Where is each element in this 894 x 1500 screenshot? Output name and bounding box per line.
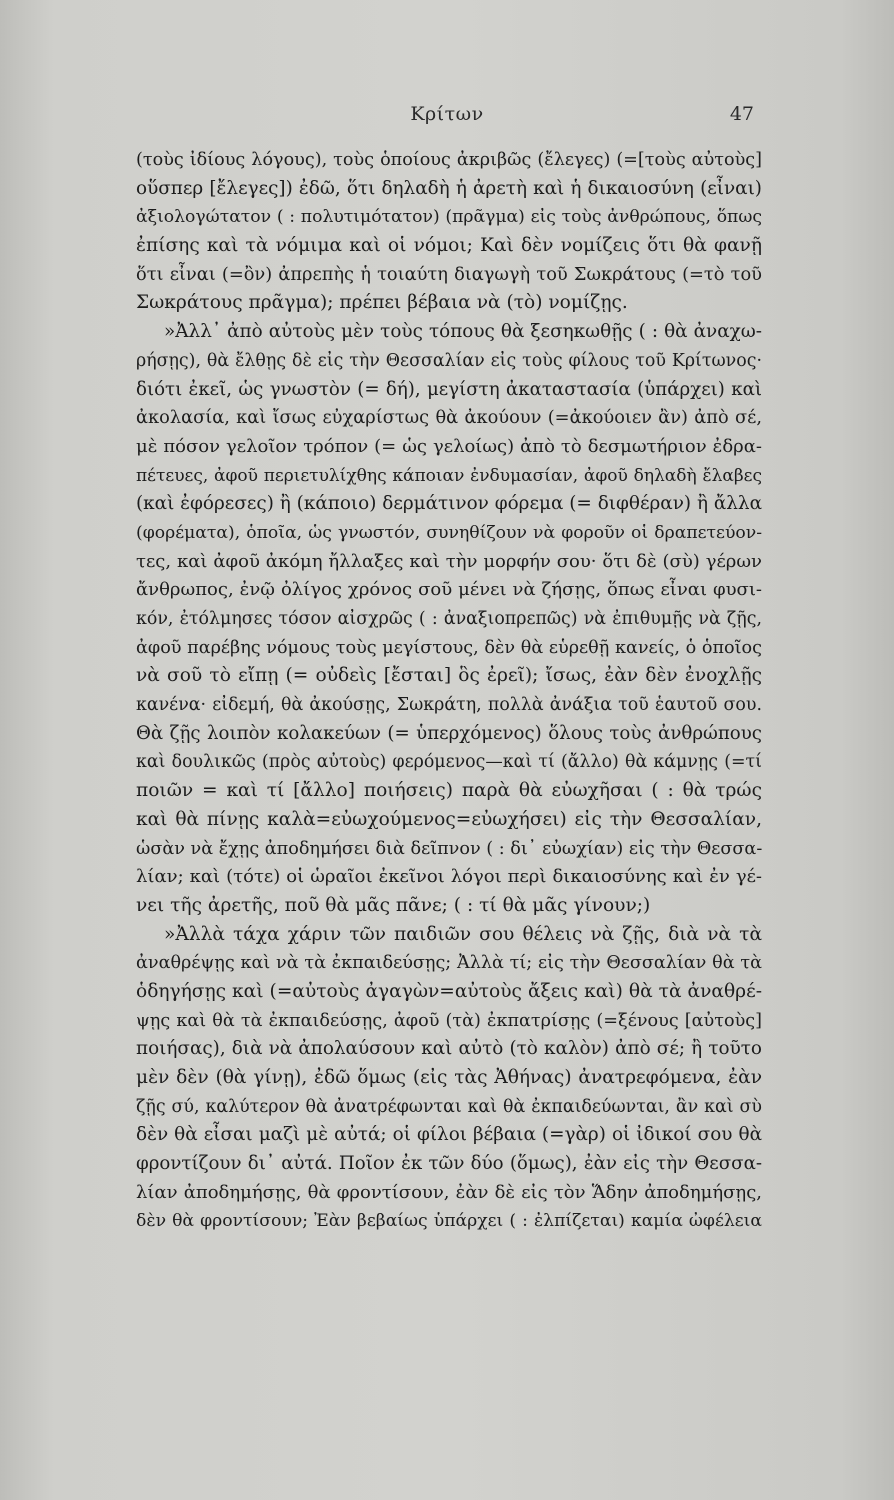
text-line: ἀφοῦ παρέβης νόμους τοὺς μεγίστους, δὲν θὰ εὑρεθῇ κανείς, ὁ ὁποῖος — [136, 637, 762, 658]
text-line: νὰ σοῦ τὸ εἴπῃ (= οὐδεὶς [ἔσται] ὃς ἐρεῖ); ἴσως, ἐὰν δὲν ἐνοχλῇς — [136, 665, 762, 687]
page-header — [0, 103, 894, 133]
text-line: (φορέματα), ὁποῖα, ὡς γνωστόν, συνηθίζουν νὰ φοροῦν οἱ δραπετεύον- — [136, 522, 762, 543]
text-line: τες, καὶ ἀφοῦ ἀκόμη ἤλλαξες καὶ τὴν μορφήν σου· ὅτι δὲ (σὺ) γέρων — [136, 550, 762, 572]
text-line: δὲν θὰ εἶσαι μαζὶ μὲ αὐτά; οἱ φίλοι βέβαια (=γὰρ) οἱ ἰδικοί σου θὰ — [136, 1124, 762, 1146]
text-line: »Ἀλλὰ τάχα χάριν τῶν παιδιῶν σου θέλεις νὰ ζῇς, διὰ νὰ τὰ — [164, 923, 762, 945]
text-line: δὲν θὰ φροντίσουν; Ἐὰν βεβαίως ὑπάρχει ( : ἐλπίζεται) καμία ὠφέλεια — [136, 1211, 762, 1232]
text-line: (τοὺς ἰδίους λόγους), τοὺς ὁποίους ἀκριβῶς (ἔλεγες) (=[τοὺς αὐτοὺς] — [136, 150, 762, 170]
text-line: καὶ δουλικῶς (πρὸς αὐτοὺς) φερόμενος—καὶ τί (ἄλλο) θὰ κάμνῃς (=τί — [136, 752, 762, 773]
text-line: καὶ θὰ πίνῃς καλὰ=εὐωχούμενος=εὐωχήσει) εἰς τὴν Θεσσαλίαν, — [136, 808, 762, 830]
text-line: ἐπίσης καὶ τὰ νόμιμα καὶ οἱ νόμοι; Καὶ δὲν νομίζεις ὅτι θὰ φανῇ — [136, 235, 762, 257]
text-line: ζῇς σύ, καλύτερον θὰ ἀνατρέφωνται καὶ θὰ ἐκπαιδεύωνται, ἂν καὶ σὺ — [136, 1096, 762, 1117]
text-line: ποιῶν = καὶ τί [ἄλλο] ποιήσεις) παρὰ θὰ εὐωχῆσαι ( : θὰ τρώς — [136, 780, 762, 802]
text-line: ὅτι εἶναι (=ὂν) ἀπρεπὴς ἡ τοιαύτη διαγωγὴ τοῦ Σωκράτους (=τὸ τοῦ — [136, 263, 762, 285]
running-title: Κρίτων — [410, 103, 484, 125]
text-line: Θὰ ζῇς λοιπὸν κολακεύων (= ὑπερχόμενος) ὅλους τοὺς ἀνθρώπους — [136, 722, 762, 744]
text-line: λίαν; καὶ (τότε) οἱ ὡραῖοι ἐκεῖνοι λόγοι περὶ δικαιοσύνης καὶ ἐν γέ- — [136, 866, 762, 888]
text-line: ποιήσας), διὰ νὰ ἀπολαύσουν καὶ αὐτὸ (τὸ καλὸν) ἀπὸ σέ; ἢ τοῦτο — [136, 1038, 762, 1060]
text-line: μὲν δὲν (θὰ γίνῃ), ἐδῶ ὅμως (εἰς τὰς Ἀθήνας) ἀνατρεφόμενα, ἐὰν — [136, 1067, 762, 1088]
text-line: πέτευες, ἀφοῦ περιετυλίχθης κάποιαν ἐνδυμασίαν, ἀφοῦ δηλαδὴ ἔλαβες — [136, 465, 762, 486]
text-line: μὲ πόσον γελοῖον τρόπον (= ὡς γελοίως) ἀπὸ τὸ δεσμωτήριον ἐδρα- — [136, 435, 762, 457]
text-line: ἀναθρέψῃς καὶ νὰ τὰ ἐκπαιδεύσῃς; Ἀλλὰ τί; εἰς τὴν Θεσσαλίαν θὰ τὰ — [136, 953, 762, 974]
text-line: κόν, ἐτόλμησες τόσον αἰσχρῶς ( : ἀναξιοπρεπῶς) νὰ ἐπιθυμῇς νὰ ζῇς, — [136, 609, 762, 629]
text-line: ψῃς καὶ θὰ τὰ ἐκπαιδεύσῃς, ἀφοῦ (τὰ) ἐκπατρίσῃς (=ξένους [αὐτοὺς] — [136, 1010, 762, 1031]
text-line: διότι ἐκεῖ, ὡς γνωστὸν (= δή), μεγίστη ἀκαταστασία (ὑπάρχει) καὶ — [136, 378, 762, 400]
text-line: ἄνθρωπος, ἐνῷ ὀλίγος χρόνος σοῦ μένει νὰ ζήσῃς, ὅπως εἶναι φυσι- — [136, 579, 762, 601]
text-line: (καὶ ἐφόρεσες) ἢ (κάποιο) δερμάτινον φόρεμα (= διφθέραν) ἢ ἄλλα — [136, 493, 762, 515]
text-line: ὁδηγήσῃς καὶ (=αὐτοὺς ἀγαγὼν=αὐτοὺς ἄξεις καὶ) θὰ τὰ ἀναθρέ- — [136, 980, 762, 1002]
body-text — [136, 146, 762, 1236]
text-line: κανένα· εἰδεμή, θὰ ἀκούσῃς, Σωκράτη, πολλὰ ἀνάξια τοῦ ἑαυτοῦ σου. — [136, 695, 762, 716]
text-line: λίαν ἀποδημήσῃς, θὰ φροντίσουν, ἐὰν δὲ εἰς τὸν Ἅδην ἀποδημήσῃς, — [136, 1181, 762, 1203]
text-line: ὡσὰν νὰ ἔχῃς ἀποδημήσει διὰ δεῖπνον ( : δι᾽ εὐωχίαν) εἰς τὴν Θεσσα- — [136, 838, 763, 859]
text-line: οὕσπερ [ἔλεγες]) ἐδῶ, ὅτι δηλαδὴ ἡ ἀρετὴ καὶ ἡ δικαιοσύνη (εἶναι) — [136, 177, 762, 199]
text-line: φροντίζουν δι᾽ αὐτά. Ποῖον ἐκ τῶν δύο (ὅμως), ἐὰν εἰς τὴν Θεσσα- — [136, 1153, 762, 1175]
text-line: Σωκράτους πρᾶγμα); πρέπει βέβαια νὰ (τὸ) νομίζῃς. — [136, 292, 628, 314]
text-line: ἀξιολογώτατον ( : πολυτιμότατον) (πρᾶγμα) εἰς τοὺς ἀνθρώπους, ὅπως — [136, 207, 762, 228]
text-line: ἀκολασία, καὶ ἴσως εὐχαρίστως θὰ ἀκούουν (=ἀκούοιεν ἂν) ἀπὸ σέ, — [136, 407, 762, 429]
text-line: νει τῆς ἀρετῆς, ποῦ θὰ μᾶς πᾶνε; ( : τί θὰ μᾶς γίνουν;) — [136, 894, 651, 916]
text-line: »Ἀλλ᾽ ἀπὸ αὐτοὺς μὲν τοὺς τόπους θὰ ξεσηκωθῇς ( : θὰ ἀναχω- — [164, 321, 762, 343]
page-number: 47 — [729, 103, 754, 125]
text-line: ρήσῃς), θὰ ἔλθῃς δὲ εἰς τὴν Θεσσαλίαν εἰς τοὺς φίλους τοῦ Κρίτωνος· — [136, 350, 762, 371]
